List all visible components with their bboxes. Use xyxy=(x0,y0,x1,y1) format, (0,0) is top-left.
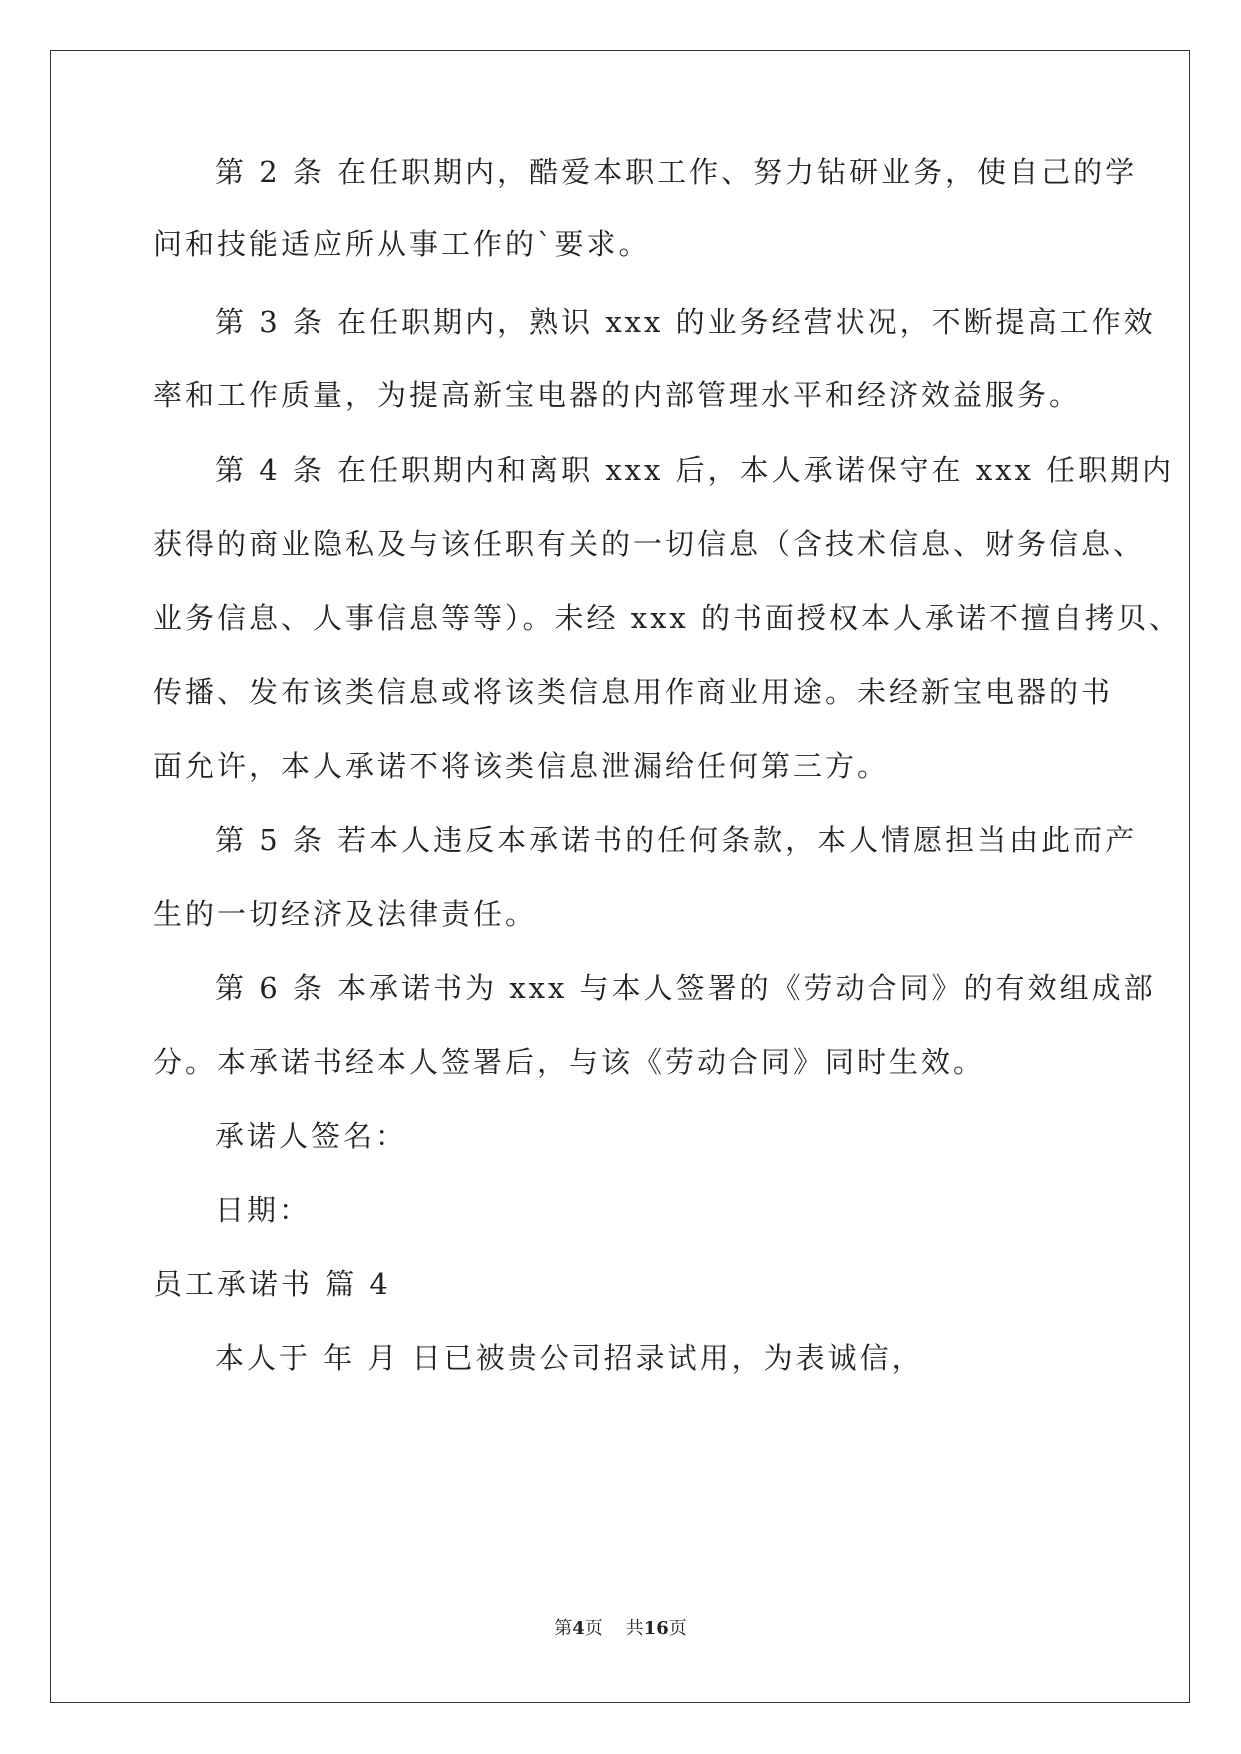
page-footer: 第4页 共16页 xyxy=(554,1618,687,1639)
signature-label: 承诺人签名： xyxy=(215,1119,408,1153)
page-border xyxy=(50,50,1190,1703)
article-2-line-2: 问和技能适应所从事工作的`要求。 xyxy=(153,227,651,261)
article-5-line-2: 生的一切经济及法律责任。 xyxy=(153,897,538,931)
article-3-line-1: 第 3 条 在任职期内，熟识 xxx 的业务经营状况，不断提高工作效 xyxy=(215,305,1156,339)
article-4-line-4: 传播、发布该类信息或将该类信息用作商业用途。未经新宝电器的书 xyxy=(153,675,1114,709)
section-heading: 员工承诺书 篇 4 xyxy=(153,1267,391,1301)
article-4-line-5: 面允许，本人承诺不将该类信息泄漏给任何第三方。 xyxy=(153,749,890,783)
total-page-number: 16 xyxy=(643,1618,669,1639)
current-page-number: 4 xyxy=(572,1618,585,1639)
section-4-line-1: 本人于 年 月 日已被贵公司招录试用，为表诚信， xyxy=(215,1341,924,1375)
article-6-line-2: 分。本承诺书经本人签署后，与该《劳动合同》同时生效。 xyxy=(153,1045,986,1079)
article-4-line-1: 第 4 条 在任职期内和离职 xxx 后，本人承诺保守在 xxx 任职期内 xyxy=(215,453,1175,487)
article-2-line-1: 第 2 条 在任职期内，酷爱本职工作、努力钻研业务，使自己的学 xyxy=(215,155,1138,189)
article-5-line-1: 第 5 条 若本人违反本承诺书的任何条款，本人情愿担当由此而产 xyxy=(215,823,1138,857)
article-6-line-1: 第 6 条 本承诺书为 xxx 与本人签署的《劳动合同》的有效组成部 xyxy=(215,971,1156,1005)
article-4-line-3: 业务信息、人事信息等等）。未经 xxx 的书面授权本人承诺不擅自拷贝、 xyxy=(153,601,1182,635)
date-label: 日期： xyxy=(215,1193,312,1227)
article-3-line-2: 率和工作质量，为提高新宝电器的内部管理水平和经济效益服务。 xyxy=(153,378,1082,412)
article-4-line-2: 获得的商业隐私及与该任职有关的一切信息（含技术信息、财务信息、 xyxy=(153,527,1146,561)
